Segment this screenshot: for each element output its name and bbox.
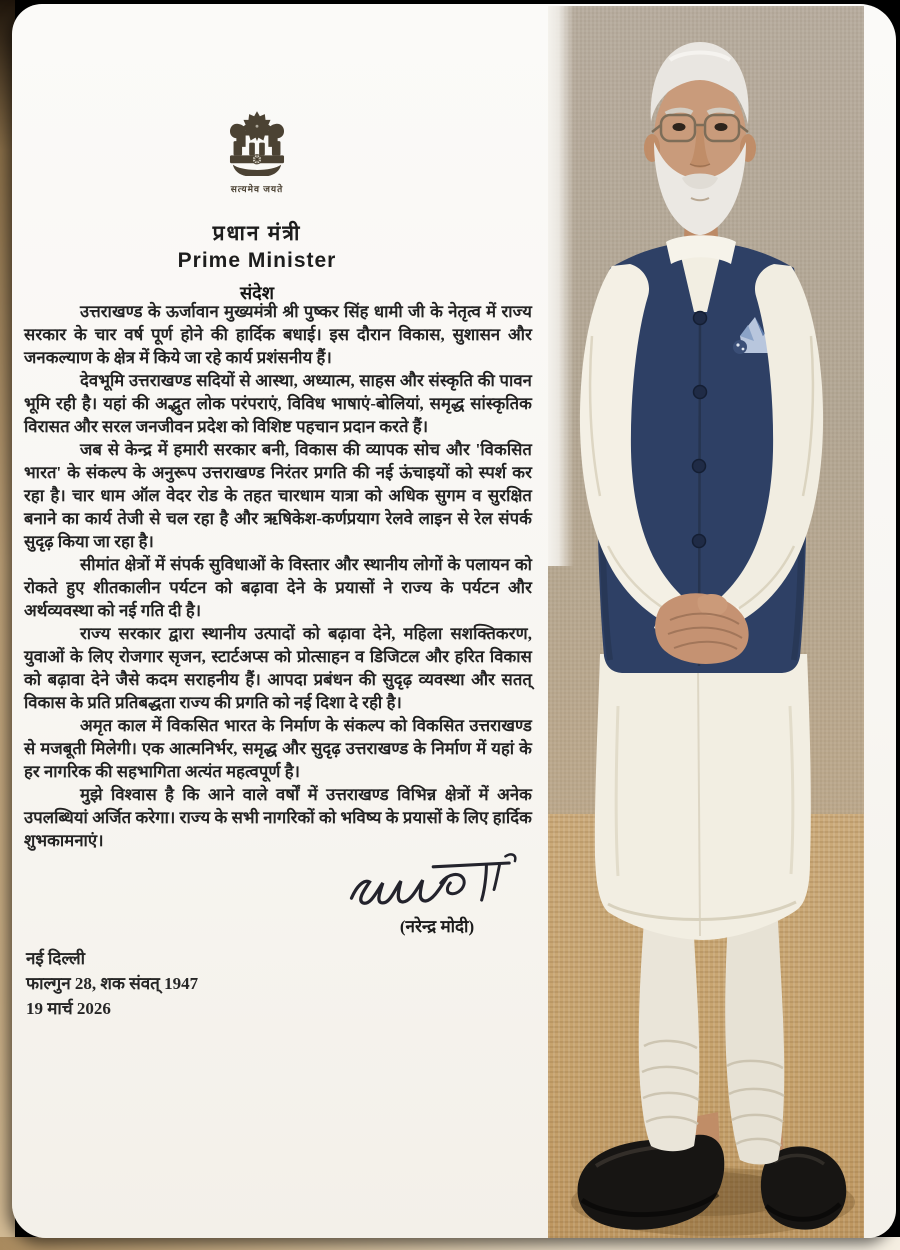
scan-edge-bottom: [0, 1237, 900, 1250]
pm-portrait-photo: [548, 6, 864, 1238]
dateline: [26, 946, 198, 1021]
letter-paragraph-2: देवभूमि उत्तराखण्ड सदियों से आस्था, अध्यात्म, साहस और संस्कृति की पावन भूमि रही है। यहां की अद्भुत लोक परंपराएं, विविध भाषाएं-बोलियां, समृद्ध सांस्कृतिक विरासत और सरल जनजीवन प्रदेश को विशिष्ट पहचान प्रदान करते हैं।: [24, 371, 532, 436]
letter-paper: [12, 4, 896, 1238]
signature-scribble-icon: [342, 850, 532, 914]
national-emblem-icon: [225, 108, 289, 180]
title-hindi: प्रधान मंत्री: [212, 221, 302, 245]
dateline-saka-date: फाल्गुन 28, शक संवत् 1947: [26, 974, 199, 993]
title-english: Prime Minister: [177, 249, 337, 272]
letter-paragraph-5: राज्य सरकार द्वारा स्थानीय उत्पादों को बढ़ावा देने, महिला सशक्तिकरण, युवाओं के लिए रोजगार सृजन, स्टार्टअप्स को प्रोत्साहन व डिजिटल और हरित विकास को बढ़ावा देने जैसे कदम सराहनीय हैं। आपदा प्रबंधन की सुदृढ़ व्यवस्था और सतत् विकास के प्रति प्रतिबद्धता राज्य की प्रगति को नई दिशा दे रही है।: [24, 624, 532, 712]
letter-paragraph-4: सीमांत क्षेत्रों में संपर्क सुविधाओं के विस्तार और स्थानीय लोगों के पलायन को रोकते हुए शीतकालीन पर्यटन को बढ़ावा देने के प्रयासों ने राज्य के पर्यटन और अर्थव्यवस्था को नई गति दी है।: [24, 555, 533, 620]
letter-paragraph-3: जब से केन्द्र में हमारी सरकार बनी, विकास की व्यापक सोच और 'विकसित भारत' के संकल्प के अनुरूप उत्तराखण्ड निरंतर प्रगति की नई ऊंचाइयों को स्पर्श कर रहा है। चार धाम ऑल वेदर रोड के तहत चारधाम यात्रा को अधिक सुगम व सुरक्षित बनाने का कार्य तेजी से चल रहा है और ऋषिकेश-कर्णप्रयाग रेलवे लाइन से रेल संपर्क सुदृढ़ किया जा रहा है।: [24, 440, 532, 551]
letter-body: [24, 300, 532, 852]
emblem-motto: सत्यमेव जयते: [230, 184, 284, 194]
dateline-place: नई दिल्ली: [26, 949, 86, 968]
signature-name: (नरेन्द्र मोदी): [399, 917, 475, 936]
letterhead: [192, 108, 322, 195]
letter-paragraph-7: मुझे विश्वास है कि आने वाले वर्षों में उत्तराखण्ड विभिन्न क्षेत्रों में अनेक उपलब्धियां अर्जित करेगा। राज्य के सभी नागरिकों को भविष्य के प्रयासों के लिए हार्दिक शुभकामनाएं।: [24, 785, 532, 850]
office-titles: [107, 219, 407, 273]
dateline-gregorian-date: 19 मार्च 2026: [26, 999, 111, 1018]
modi-figure: [548, 6, 864, 1238]
letter-paragraph-6: अमृत काल में विकसित भारत के निर्माण के संकल्प को विकसित उत्तराखण्ड से मजबूती मिलेगी। एक आत्मनिर्भर, समृद्ध और सुदृढ़ उत्तराखण्ड के निर्माण में यहां के हर नागरिक की सहभागिता अत्यंत महत्वपूर्ण है।: [24, 716, 532, 781]
letter-heading: संदेश: [240, 283, 274, 303]
letter-paragraph-1: उत्तराखण्ड के ऊर्जावान मुख्यमंत्री श्री पुष्कर सिंह धामी जी के नेतृत्व में राज्य सरकार के चार वर्ष पूर्ण होने की हार्दिक बधाई। इस दौरान विकास, सुशासन और जनकल्याण के क्षेत्र में किये जा रहे कार्य प्रशंसनीय हैं।: [24, 302, 532, 367]
